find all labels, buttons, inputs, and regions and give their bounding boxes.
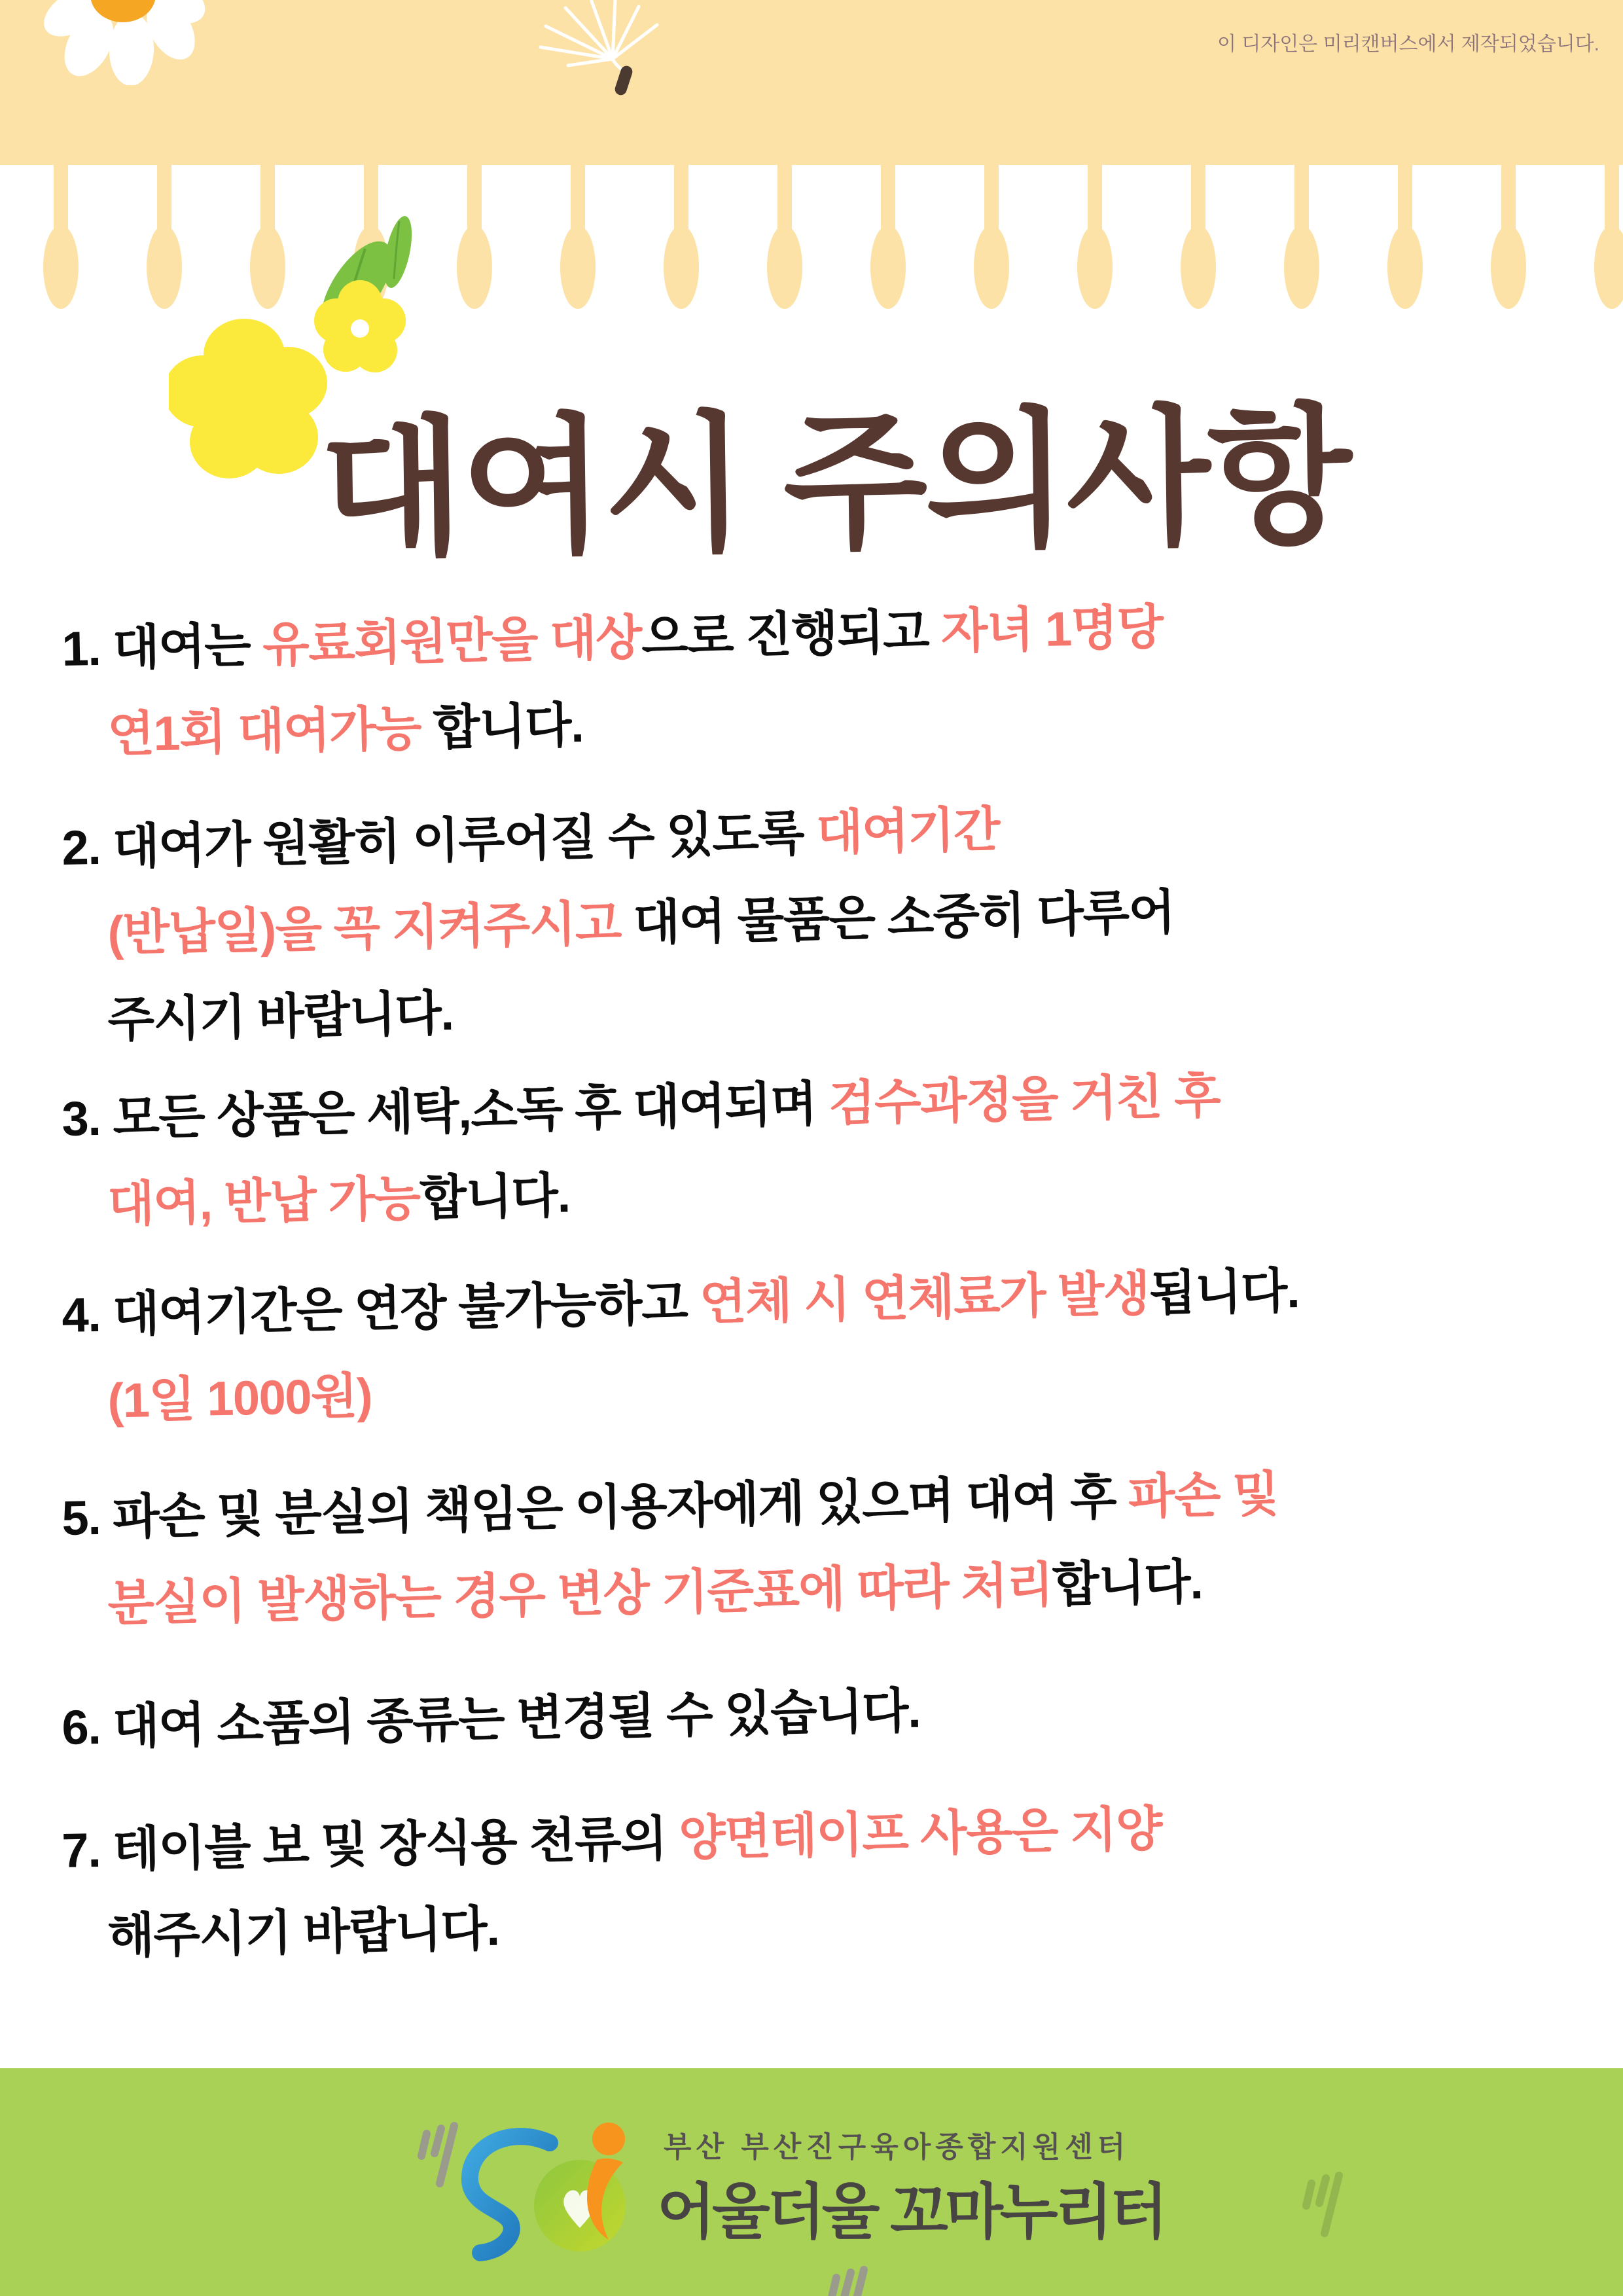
rule-text-segment: 검수과정을 거친 후 xyxy=(828,1068,1221,1131)
rule-text-segment: 으로 진행되고 xyxy=(641,604,942,665)
rule-text-segment: 1. 대여는 xyxy=(61,617,264,676)
rule-item xyxy=(61,1263,1594,1445)
fringe-tassel xyxy=(43,164,79,309)
fringe-tassel xyxy=(973,164,1010,309)
footer-band xyxy=(0,2068,1623,2296)
fringe-tassel xyxy=(1490,164,1527,309)
rule-text-segment: 3. 모든 상품은 세탁,소독 후 대여되며 xyxy=(61,1076,829,1146)
rule-text-segment: 6. 대여 소품의 종류는 변경될 수 있습니다. xyxy=(61,1683,921,1755)
page-title: 대여시 주의사항 xyxy=(319,393,1351,574)
fringe-tassel-drop xyxy=(1077,225,1113,309)
fringe-tassel-drop xyxy=(1284,225,1319,309)
white-daisy-icon xyxy=(24,0,226,85)
rule-text-segment: 파손 및 xyxy=(1128,1466,1279,1524)
dandelion-seed-icon xyxy=(529,0,666,105)
rule-item xyxy=(61,1068,1594,1249)
rule-text-segment: 5. 파손 및 분실의 책임은 이용자에게 있으며 대여 후 xyxy=(61,1469,1129,1545)
rule-item xyxy=(61,802,1594,1064)
rule-text-segment: 연체 시 연체료가 발생 xyxy=(699,1266,1150,1330)
fringe-tassel-drop xyxy=(870,225,906,309)
fringe-tassel xyxy=(1180,164,1217,309)
rule-text-segment: 대여, 반납 가능 xyxy=(107,1171,421,1232)
fringe-tassel-drop xyxy=(1181,225,1216,309)
footer-org-subtitle: 부산 부산진구육아종합지원센터 xyxy=(664,2131,1130,2163)
rule-text-segment: 대여기간 xyxy=(815,802,1000,860)
rule-text-segment: (반납일)을 꼭 지켜주시고 xyxy=(107,895,634,961)
rule-text-segment: 양면테이프 사용은 지양 xyxy=(678,1801,1162,1866)
fringe-tassel-drop xyxy=(457,225,492,309)
fringe-tassel xyxy=(1387,164,1423,309)
fringe-tassel xyxy=(870,164,906,309)
rule-line xyxy=(61,1654,1594,1771)
fringe-tassel xyxy=(663,164,700,309)
rule-text-segment: 4. 대여기간은 연장 불가능하고 xyxy=(61,1275,700,1342)
grass-slash-icon xyxy=(826,2259,872,2296)
rule-text-segment: (1일 1000원) xyxy=(107,1368,372,1428)
fringe-tassel-drop xyxy=(560,225,596,309)
fringe-tassel xyxy=(560,164,596,309)
footer-org-title: 어울더울 꼬마누리터 xyxy=(657,2179,1165,2246)
fringe-tassel-drop xyxy=(1594,225,1623,309)
rule-text-segment: 합니다. xyxy=(419,1168,571,1226)
rule-text-segment: 해주시기 바랍니다. xyxy=(107,1901,500,1964)
watermark-text: 이 디자인은 미리캔버스에서 제작되었습니다. xyxy=(1217,33,1599,55)
fringe-tassel-drop xyxy=(664,225,699,309)
rule-item xyxy=(61,1801,1594,1981)
rule-text-segment: 주시기 바랍니다. xyxy=(107,986,454,1047)
fringe-tassel xyxy=(766,164,803,309)
header-band xyxy=(0,0,1623,165)
fringe-tassel-drop xyxy=(974,225,1009,309)
fringe-tassel xyxy=(1077,164,1113,309)
rule-text-segment: 7. 테이블 보 및 장식용 천류의 xyxy=(61,1811,680,1878)
rule-text-segment: 합니다. xyxy=(1052,1554,1204,1612)
rule-text-segment: 유료회원만을 대상 xyxy=(262,610,642,672)
rule-text-segment: 합니다. xyxy=(420,698,584,755)
fringe-tassel-drop xyxy=(43,225,79,309)
rule-item xyxy=(62,1685,1594,1771)
rule-item xyxy=(61,600,1594,779)
rule-text-segment: 연1회 대여가능 xyxy=(107,701,421,762)
fringe-tassel-drop xyxy=(767,225,802,309)
fringe-tassel xyxy=(1283,164,1320,309)
rule-text-segment: 분실이 발생하는 경우 변상 기준표에 따라 처리 xyxy=(107,1557,1054,1631)
grass-slash-icon xyxy=(1301,2165,1347,2237)
rule-item xyxy=(61,1466,1594,1648)
fringe-tassel xyxy=(456,164,493,309)
rules-list xyxy=(61,600,1594,1981)
sci-center-logo xyxy=(452,2122,661,2263)
rule-text-segment: 자녀 1명당 xyxy=(940,600,1164,659)
rule-text-segment: 대여 물품은 소중히 다루어 xyxy=(632,884,1175,950)
fringe-tassel-drop xyxy=(1387,225,1423,309)
fringe-tassel-drop xyxy=(1491,225,1526,309)
rule-text-segment: 2. 대여가 원활히 이루어질 수 있도록 xyxy=(61,805,817,875)
fringe-tassel xyxy=(1594,164,1623,309)
rule-text-segment: 됩니다. xyxy=(1149,1263,1300,1321)
